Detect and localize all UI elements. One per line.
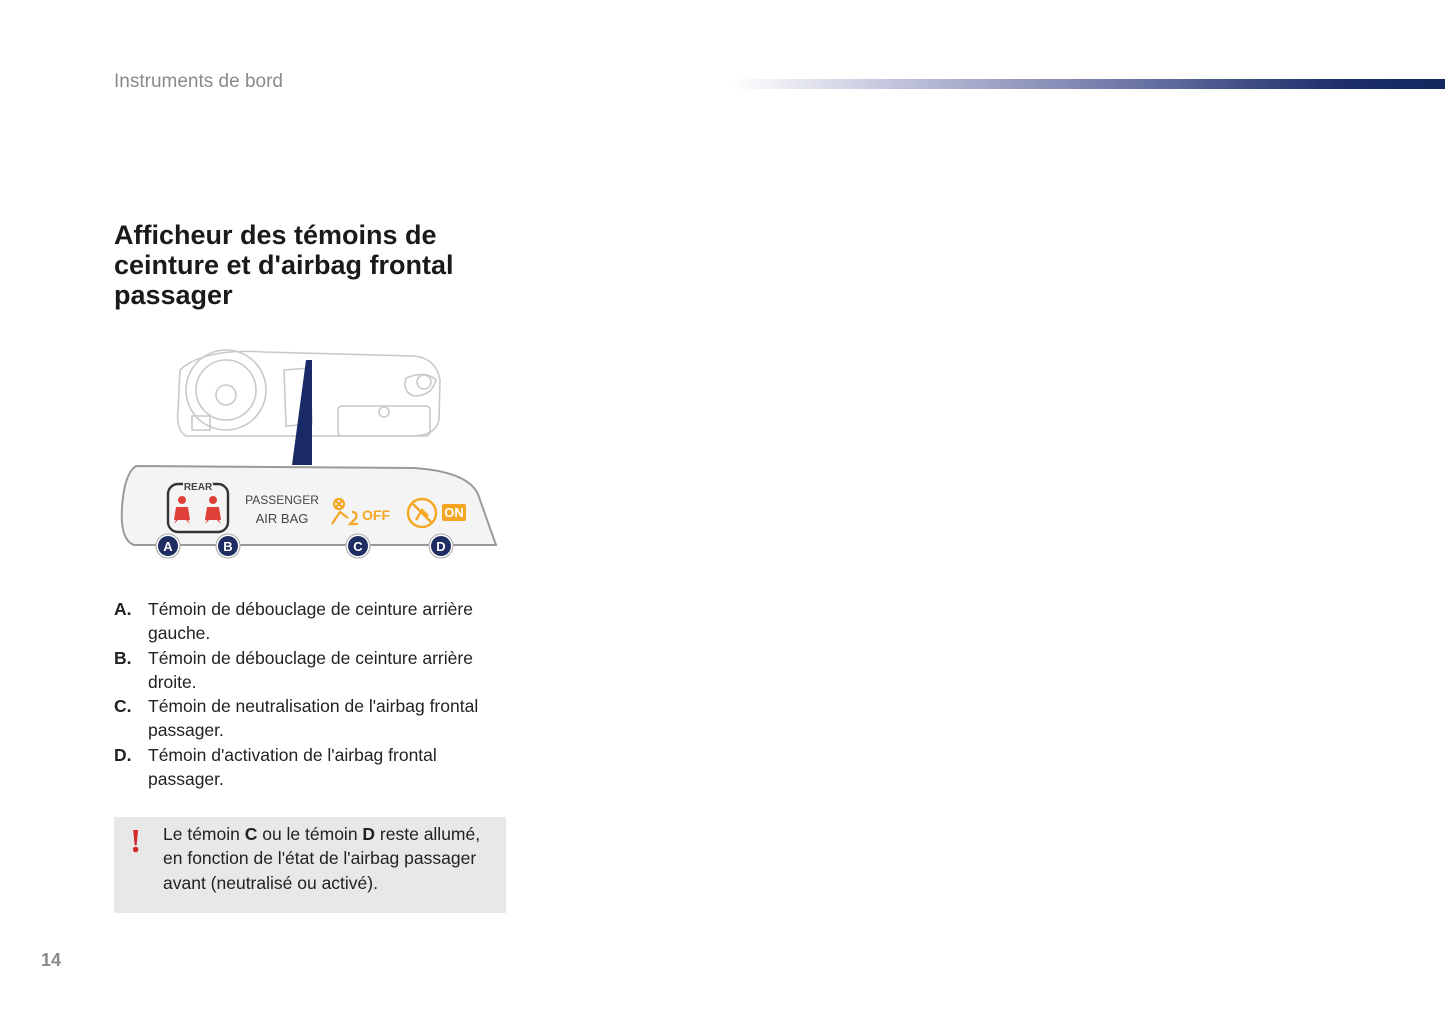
callout-a xyxy=(156,534,180,558)
list-item xyxy=(114,597,514,646)
pointer-wedge xyxy=(292,360,312,465)
airbag-off-label: OFF xyxy=(362,507,390,523)
airbag-on-label: ON xyxy=(444,505,464,520)
item-text: Témoin d'activation de l'airbag frontal passager. xyxy=(148,744,437,790)
item-letter: D. xyxy=(114,744,132,765)
warning-box xyxy=(114,817,506,913)
item-text: Témoin de neutralisation de l'airbag frontal passager. xyxy=(148,696,479,741)
list-item xyxy=(114,743,514,792)
svg-text:C: C xyxy=(353,539,363,554)
dashboard-illustration xyxy=(114,340,509,570)
running-header: Instruments de bord xyxy=(114,71,283,92)
legend-list xyxy=(114,597,514,791)
exclamation-icon: ! xyxy=(130,823,142,860)
item-letter: A. xyxy=(114,599,132,619)
callout-c xyxy=(346,534,370,558)
list-item xyxy=(114,694,514,743)
header-gradient-bar xyxy=(732,79,1445,89)
item-letter: C. xyxy=(114,696,132,717)
item-text: Témoin de débouclage de ceinture arrière droite. xyxy=(148,647,473,692)
passenger-label-line2: AIR BAG xyxy=(255,511,309,526)
callout-d xyxy=(429,534,453,558)
svg-text:A: A xyxy=(163,539,173,554)
rear-label: REAR xyxy=(183,482,213,493)
warning-text: Le témoin C ou le témoin D reste allumé, en fonction de l'état de l'airbag passager avant (neutralisé ou activé). xyxy=(163,824,481,893)
section-title: Afficheur des témoins de ceinture et d'airbag frontal passager xyxy=(114,220,454,310)
svg-text:D: D xyxy=(436,539,446,554)
svg-text:B: B xyxy=(223,539,233,554)
passenger-label-line1: PASSENGER xyxy=(245,493,319,507)
callout-b xyxy=(216,534,240,558)
page-number: 14 xyxy=(41,950,62,970)
item-text: Témoin de débouclage de ceinture arrière gauche. xyxy=(148,599,473,644)
item-letter: B. xyxy=(114,647,132,668)
list-item xyxy=(114,646,514,695)
